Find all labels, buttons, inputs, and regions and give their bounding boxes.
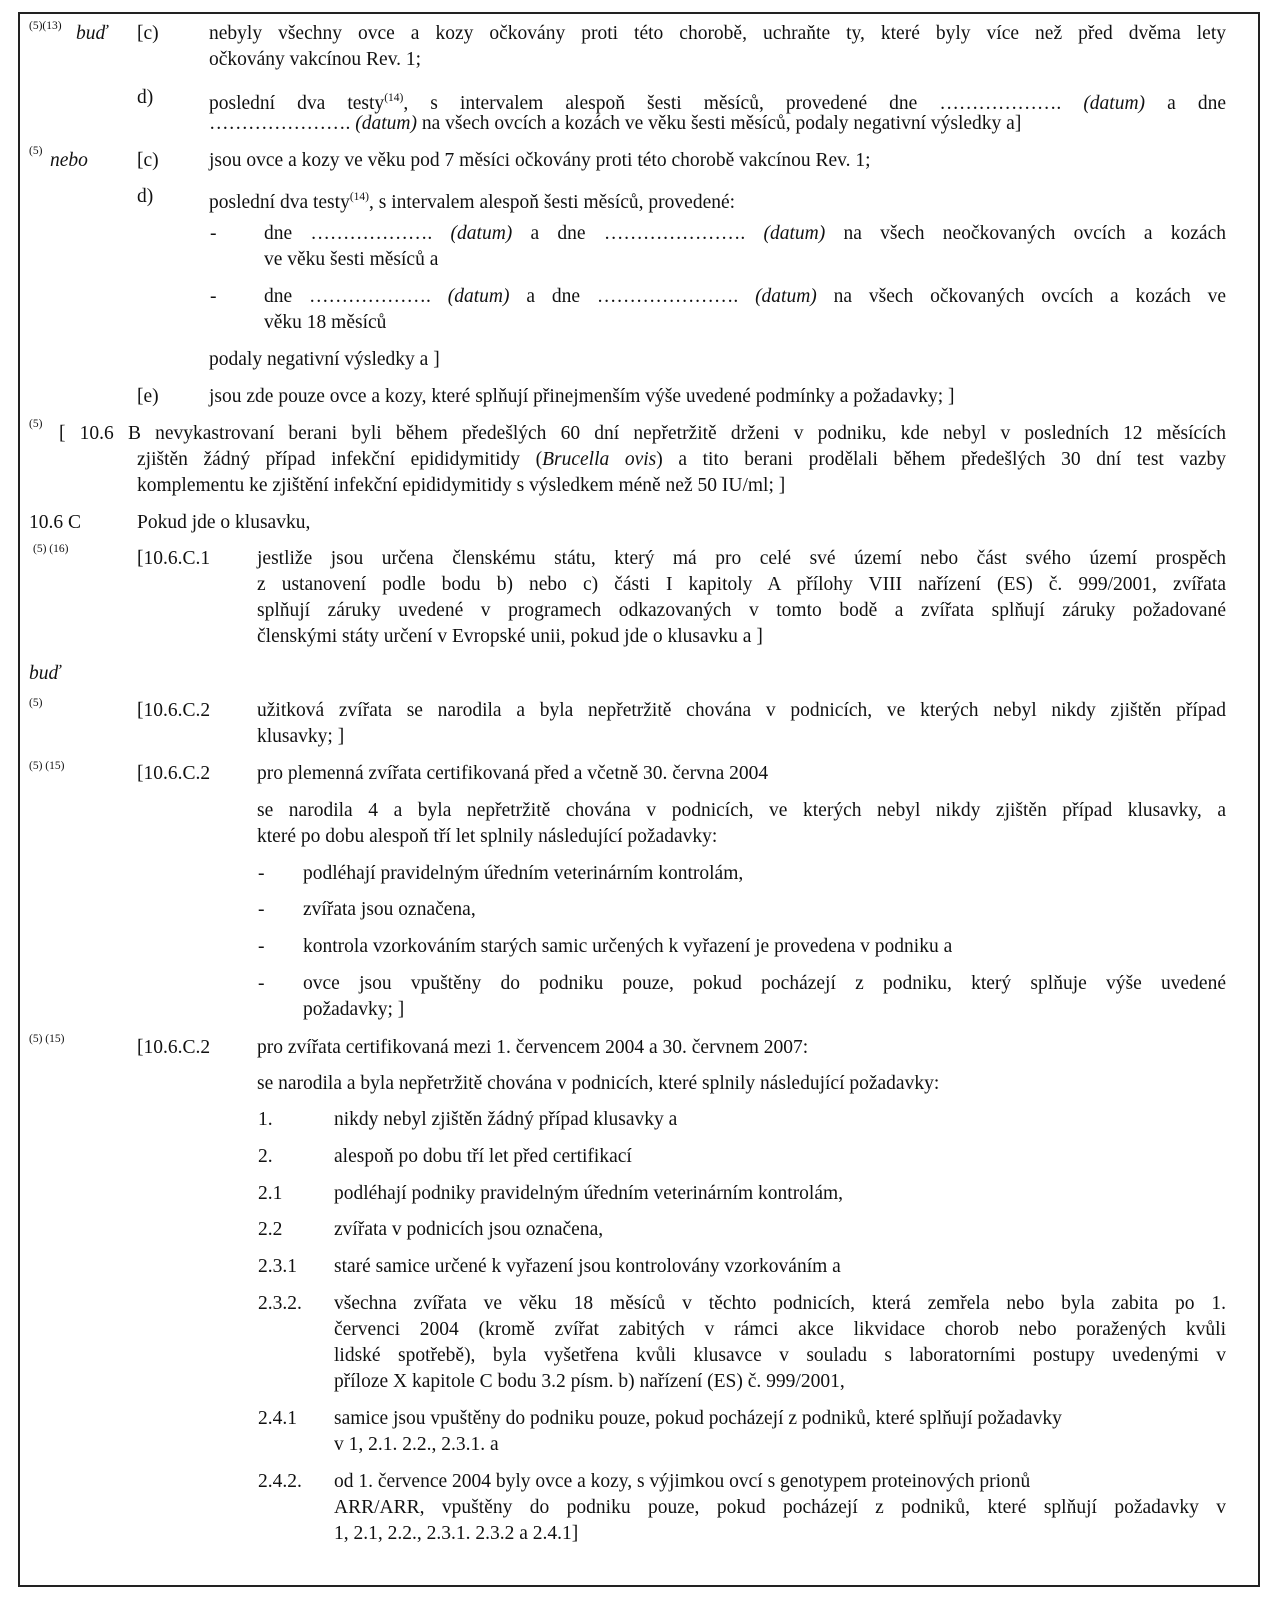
- list-number: 2.4.1: [258, 1408, 297, 1429]
- text-line: se narodila a byla nepřetržitě chována v podnicích, které splnily následující požadavky:: [257, 1073, 940, 1094]
- list-number: 2.3.2.: [258, 1293, 302, 1314]
- text-line: podléhají pravidelným úředním veterinárním kontrolám,: [303, 863, 744, 884]
- dash-bullet: -: [258, 973, 265, 994]
- item-e: [e): [137, 386, 159, 407]
- text-line: splňují záruky uvedené v programech odkazovaných v tomto bodě a zvířata splňují záruky požadované: [257, 600, 1226, 621]
- text-line: červenci 2004 (kromě zvířat zabitých v rámci akce likvidace chorob nebo poražených kvůli: [334, 1319, 1226, 1340]
- text-line: členskými státy určení v Evropské unii, pokud jde o klusavku a ]: [257, 626, 763, 647]
- text-line: poslední dva testy$^{(14)}$, s intervalem alespoň šesti měsíců, provedené:: [209, 191, 736, 213]
- text-line: podaly negativní výsledky a ]: [209, 349, 440, 370]
- text-line: komplementu ke zjištění infekční epididymitidy s výsledkem méně než 50 IU/ml; ]: [137, 475, 786, 496]
- footnote-mark: (5): [29, 418, 43, 430]
- text-line: všechna zvířata ve věku 18 měsíců v těchto podnicích, která zemřela nebo byla zabita po 1.: [334, 1293, 1226, 1314]
- text-line: jsou zde pouze ovce a kozy, které splňují přinejmenším výše uvedené podmínky a požadavky; ]: [209, 386, 955, 407]
- dash-bullet: -: [210, 286, 217, 307]
- text-line: věku 18 měsíců: [264, 312, 387, 333]
- text-line: očkovány vakcínou Rev. 1;: [209, 49, 422, 70]
- text-line: jestliže jsou určena členskému státu, který má pro celé své území nebo část svého území prospěch: [257, 548, 1226, 569]
- text-line: pro plemenná zvířata certifikovaná před a včetně 30. června 2004: [257, 763, 769, 784]
- text-line: klusavky; ]: [257, 726, 345, 747]
- text-line: v 1, 2.1. 2.2., 2.3.1. a: [334, 1434, 499, 1455]
- text-line: 1, 2.1, 2.2., 2.3.1. 2.3.2 a 2.4.1]: [334, 1523, 579, 1544]
- text-line: dne ………………. (datum) a dne …………………. (datum) na všech neočkovaných ovcích a kozách: [264, 223, 1226, 244]
- text-line: podléhají podniky pravidelným úředním veterinárním kontrolám,: [334, 1183, 844, 1204]
- dash-bullet: -: [258, 863, 265, 884]
- section-number: 10.6 C: [29, 512, 82, 533]
- text-line: které po dobu alespoň tří let splnily následující požadavky:: [257, 826, 718, 847]
- text-line: z ustanovení podle bodu b) nebo c) části I kapitoly A přílohy VIII nařízení (ES) č. 999/2001, zvířata: [257, 574, 1226, 595]
- text-line: kontrola vzorkováním starých samic určených k vyřazení je provedena v podniku a: [303, 936, 953, 957]
- text-line: se narodila 4 a byla nepřetržitě chována v podnicích, ve kterých nebyl nikdy zjištěn případ klusavky, a: [257, 800, 1226, 821]
- text-line: [ 10.6 B nevykastrovaní berani byli během předešlých 60 dní nepřetržitě drženi v podniku, kde nebyl v posledních 12 měsících: [59, 423, 1226, 444]
- clause-number: [10.6.C.1: [137, 548, 211, 569]
- text-line: zjištěn žádný případ infekční epididymitidy (Brucella ovis) a tito berani prodělali během předešlých 30 dní test vazby: [137, 449, 1227, 470]
- text-line: nikdy nebyl zjištěn žádný případ klusavky a: [334, 1109, 678, 1130]
- list-number: 2.4.2.: [258, 1471, 302, 1492]
- bud-label: buď: [76, 23, 108, 44]
- text-line: zvířata jsou označena,: [303, 899, 476, 920]
- list-number: 2.: [258, 1146, 273, 1167]
- item-d: d): [137, 186, 154, 207]
- item-c: [c): [137, 150, 159, 171]
- dash-bullet: -: [210, 223, 217, 244]
- footnote-mark: (5) (15): [29, 1033, 65, 1045]
- dash-bullet: -: [258, 899, 265, 920]
- text-line: ve věku šesti měsíců a: [264, 249, 439, 270]
- text-line: poslední dva testy$^{(14)}$, s intervalem alespoň šesti měsíců, provedené dne ………………. (datum) a dne: [209, 92, 1226, 114]
- text-line: od 1. července 2004 byly ovce a kozy, s výjimkou ovcí s genotypem proteinových prionů: [334, 1471, 1031, 1492]
- clause-number: [10.6.C.2: [137, 763, 211, 784]
- text-line: jsou ovce a kozy ve věku pod 7 měsíci očkovány proti této chorobě vakcínou Rev. 1;: [209, 150, 871, 171]
- text-line: alespoň po dobu tří let před certifikací: [334, 1146, 632, 1167]
- footnote-mark: (5): [29, 697, 43, 709]
- footnote-mark: (5): [29, 145, 43, 157]
- dash-bullet: -: [258, 936, 265, 957]
- text-line: příloze X kapitole C bodu 3.2 písm. b) nařízení (ES) č. 999/2001,: [334, 1371, 845, 1392]
- footnote-mark: (5) (16): [33, 543, 69, 555]
- text-line: staré samice určené k vyřazení jsou kontrolovány vzorkováním a: [334, 1256, 841, 1277]
- list-number: 2.2: [258, 1219, 283, 1240]
- list-number: 2.1: [258, 1183, 283, 1204]
- nebo-label: nebo: [50, 150, 88, 171]
- item-d: d): [137, 87, 154, 108]
- clause-number: [10.6.C.2: [137, 1037, 211, 1058]
- text-line: dne ………………. (datum) a dne …………………. (datum) na všech očkovaných ovcích a kozách ve: [264, 286, 1227, 307]
- text-line: užitková zvířata se narodila a byla nepřetržitě chována v podnicích, ve kterých nebyl nikdy zjištěn případ: [257, 700, 1226, 721]
- list-number: 1.: [258, 1109, 273, 1130]
- text-line: …………………. (datum) na všech ovcích a kozách ve věku šesti měsíců, podaly negativní výsledky a]: [209, 113, 1022, 134]
- text-line: ARR/ARR, vpuštěny do podniku pouze, pokud pocházejí z podniků, které splňují požadavky v: [334, 1497, 1226, 1518]
- bud-label: buď: [29, 663, 61, 684]
- list-number: 2.3.1: [258, 1256, 297, 1277]
- footnote-mark: (5)(13): [29, 20, 62, 32]
- text-line: nebyly všechny ovce a kozy očkovány proti této chorobě, uchraňte ty, které byly více než před dvěma lety: [209, 23, 1226, 44]
- text-line: pro zvířata certifikovaná mezi 1. červencem 2004 a 30. červnem 2007:: [257, 1037, 809, 1058]
- item-c: [c): [137, 23, 159, 44]
- clause-number: [10.6.C.2: [137, 700, 211, 721]
- text-line: požadavky; ]: [303, 999, 405, 1020]
- text-line: ovce jsou vpuštěny do podniku pouze, pokud pocházejí z podniku, který splňuje výše uvedené: [303, 973, 1226, 994]
- footnote-mark: (5) (15): [29, 760, 65, 772]
- section-title: Pokud jde o klusavku,: [137, 512, 311, 533]
- text-line: samice jsou vpuštěny do podniku pouze, pokud pocházejí z podniků, které splňují požadavky: [334, 1408, 1062, 1429]
- text-line: lidské spotřebě), byla vyšetřena kvůli klusavce v souladu s laboratorními postupy uvedenými v: [334, 1345, 1226, 1366]
- text-line: zvířata v podnicích jsou označena,: [334, 1219, 604, 1240]
